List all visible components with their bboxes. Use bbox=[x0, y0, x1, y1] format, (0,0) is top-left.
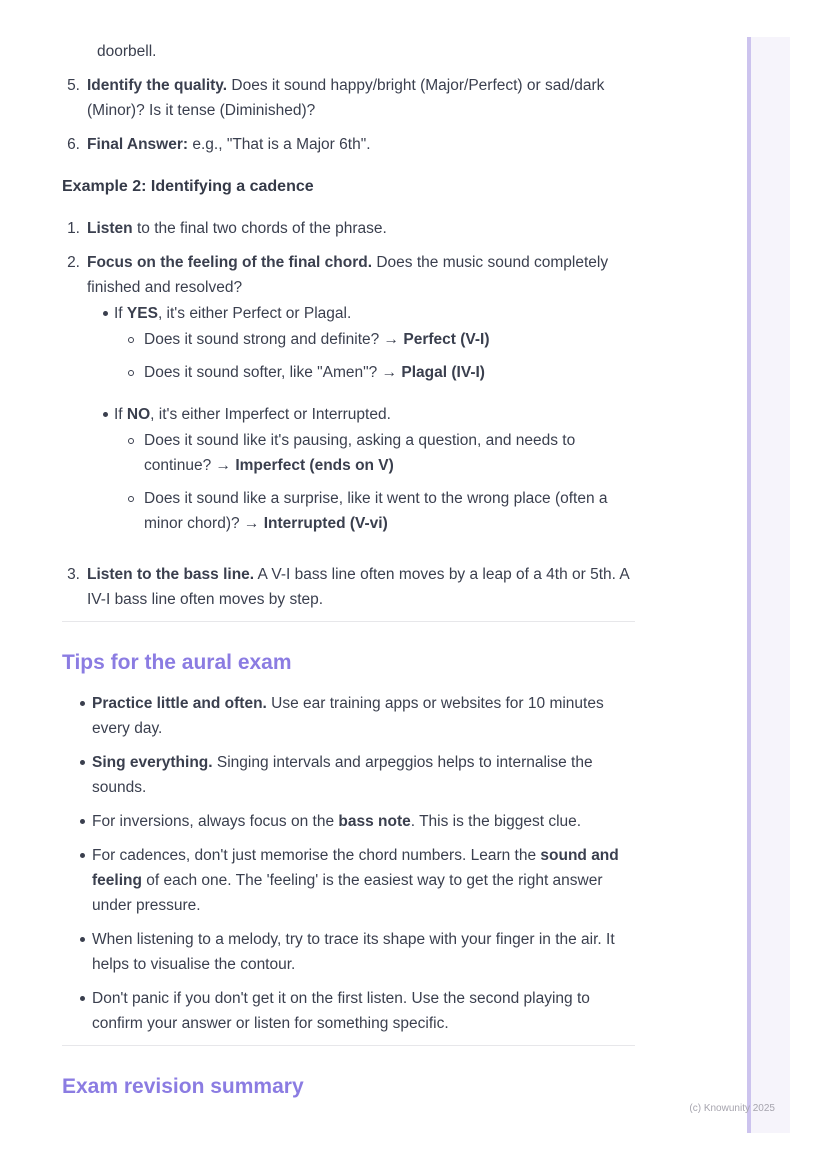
text-run: , it's either Perfect or Plagal. bbox=[157, 305, 352, 322]
tip-text bbox=[92, 809, 635, 834]
text-run-bold: Listen bbox=[87, 220, 133, 237]
yes-branch-text bbox=[114, 301, 635, 326]
tip-text bbox=[92, 927, 635, 977]
bullet-icon bbox=[114, 360, 144, 385]
text-run-bold: Final Answer: bbox=[87, 136, 189, 153]
disc-bullet-icon bbox=[80, 701, 85, 706]
list-number: 3. bbox=[67, 566, 80, 583]
bullet-icon bbox=[87, 402, 114, 544]
text-run: Does the music sound completely finished and resolved? bbox=[87, 254, 609, 296]
text-run-bold: NO bbox=[126, 406, 151, 423]
bullet-icon bbox=[62, 986, 92, 1036]
list-number: 5. bbox=[67, 77, 80, 94]
sub-bullet-item bbox=[114, 486, 635, 536]
text-run: When listening to a melody, try to trace its shape with your finger in the air. It helps to visualise the contour. bbox=[92, 931, 615, 973]
bullet-item-no bbox=[87, 402, 635, 544]
disc-bullet-icon bbox=[80, 819, 85, 824]
tip-item bbox=[62, 691, 635, 741]
bullet-icon bbox=[114, 486, 144, 536]
bullet-icon bbox=[62, 843, 92, 918]
list-number: 1. bbox=[67, 220, 80, 237]
sub-bullet-text bbox=[144, 327, 635, 352]
text-run-bold: YES bbox=[126, 305, 158, 322]
bullet-icon bbox=[62, 927, 92, 977]
text-run-bold: sound and feeling bbox=[92, 847, 619, 889]
circle-bullet-icon bbox=[128, 337, 134, 343]
disc-bullet-icon bbox=[80, 853, 85, 858]
sub-bullet-list bbox=[114, 428, 635, 536]
tip-text bbox=[92, 750, 635, 800]
sub-bullet-item bbox=[114, 327, 635, 352]
list-number: 6. bbox=[67, 136, 80, 153]
text-run-bold: Perfect (V-I) bbox=[403, 331, 490, 348]
text-run: . This is the biggest clue. bbox=[410, 813, 582, 830]
text-run: For inversions, always focus on the bbox=[92, 813, 339, 830]
bullet-item-text bbox=[114, 402, 635, 544]
list-item-text bbox=[87, 216, 635, 241]
disc-bullet-icon bbox=[80, 996, 85, 1001]
text-run: Don't panic if you don't get it on the first listen. Use the second playing to confirm your answer or listen for something specific. bbox=[92, 990, 590, 1032]
text-run-bold: Interrupted (V-vi) bbox=[263, 515, 388, 532]
tip-item bbox=[62, 750, 635, 800]
bullet-icon bbox=[62, 691, 92, 741]
list-number: 2. bbox=[67, 254, 80, 271]
tip-item bbox=[62, 927, 635, 977]
bullet-icon bbox=[114, 327, 144, 352]
bullet-item-yes bbox=[87, 301, 635, 393]
text-run-bold: Practice little and often. bbox=[92, 695, 267, 712]
step-2-text bbox=[87, 250, 635, 300]
disc-bullet-icon bbox=[80, 937, 85, 942]
text-run: Singing intervals and arpeggios helps to internalise the sounds. bbox=[92, 754, 593, 796]
bullet-item-text bbox=[114, 301, 635, 393]
sub-bullet-item bbox=[114, 360, 635, 385]
text-run-bold: Plagal (IV-I) bbox=[401, 364, 485, 381]
sub-bullet-list bbox=[114, 327, 635, 385]
text-run: For cadences, don't just memorise the chord numbers. Learn the bbox=[92, 847, 541, 864]
bullet-icon bbox=[114, 428, 144, 478]
text-run-bold: Sing everything. bbox=[92, 754, 213, 771]
text-run: Does it sound like it's pausing, asking a question, and needs to continue? → bbox=[144, 432, 576, 474]
sub-bullet-item bbox=[114, 428, 635, 478]
text-run: Use ear training apps or websites for 10 minutes every day. bbox=[92, 695, 604, 737]
sub-bullet-text bbox=[144, 360, 635, 385]
circle-bullet-icon bbox=[128, 438, 134, 444]
list-item-text bbox=[87, 250, 635, 553]
list-item-text bbox=[87, 562, 635, 612]
bullet-icon bbox=[87, 301, 114, 393]
list-item-step-1 bbox=[62, 216, 635, 241]
text-run: Does it sound strong and definite? → bbox=[144, 331, 404, 348]
tip-item bbox=[62, 843, 635, 918]
list-item-step-5 bbox=[62, 73, 635, 123]
sub-bullet-text bbox=[144, 486, 635, 536]
tip-text bbox=[92, 843, 635, 918]
paragraph-continuation: doorbell. bbox=[97, 43, 157, 60]
circle-bullet-icon bbox=[128, 496, 134, 502]
text-run-bold: Focus on the feeling of the final chord. bbox=[87, 254, 373, 271]
text-run: If bbox=[114, 406, 127, 423]
list-item-text bbox=[87, 132, 635, 157]
disc-bullet-icon bbox=[103, 412, 108, 417]
text-run: Does it sound softer, like "Amen"? → bbox=[144, 364, 402, 381]
tips-section-heading: Tips for the aural exam bbox=[62, 651, 292, 674]
nested-bullet-list bbox=[87, 301, 635, 544]
list-item-step-2 bbox=[62, 250, 635, 553]
list-item-text bbox=[87, 73, 635, 123]
tip-text bbox=[92, 986, 635, 1036]
text-run: Does it sound happy/bright (Major/Perfect) or sad/dark (Minor)? Is it tense (Diminished)? bbox=[87, 77, 605, 119]
bullet-icon bbox=[62, 809, 92, 834]
text-run-bold: Identify the quality. bbox=[87, 77, 228, 94]
list-item-step-6 bbox=[62, 132, 635, 157]
sub-bullet-text bbox=[144, 428, 635, 478]
text-run: Does it sound like a surprise, like it went to the wrong place (often a minor chord)? → bbox=[144, 490, 608, 532]
text-run-bold: bass note bbox=[338, 813, 411, 830]
list-item-step-3 bbox=[62, 562, 635, 612]
example2-heading: Example 2: Identifying a cadence bbox=[62, 178, 314, 195]
text-run-bold: Listen to the bass line. bbox=[87, 566, 255, 583]
text-run: to the final two chords of the phrase. bbox=[132, 220, 387, 237]
text-run: of each one. The 'feeling' is the easiest way to get the right answer under pressure. bbox=[92, 872, 603, 914]
section-divider bbox=[62, 1045, 635, 1046]
text-run: e.g., "That is a Major 6th". bbox=[188, 136, 371, 153]
tip-text bbox=[92, 691, 635, 741]
disc-bullet-icon bbox=[103, 311, 108, 316]
no-branch-text bbox=[114, 402, 635, 427]
bullet-icon bbox=[62, 750, 92, 800]
summary-section-heading: Exam revision summary bbox=[62, 1075, 304, 1098]
copyright-note: (c) Knowunity 2025 bbox=[689, 1103, 775, 1114]
circle-bullet-icon bbox=[128, 370, 134, 376]
disc-bullet-icon bbox=[80, 760, 85, 765]
section-divider bbox=[62, 621, 635, 622]
text-run: , it's either Imperfect or Interrupted. bbox=[150, 406, 391, 423]
text-run-bold: Imperfect (ends on V) bbox=[235, 457, 394, 474]
tip-item bbox=[62, 986, 635, 1036]
text-run: A V-I bass line often moves by a leap of a 4th or 5th. A IV-I bass line often moves by step. bbox=[87, 566, 629, 608]
text-run: If bbox=[114, 305, 127, 322]
tip-item bbox=[62, 809, 635, 834]
